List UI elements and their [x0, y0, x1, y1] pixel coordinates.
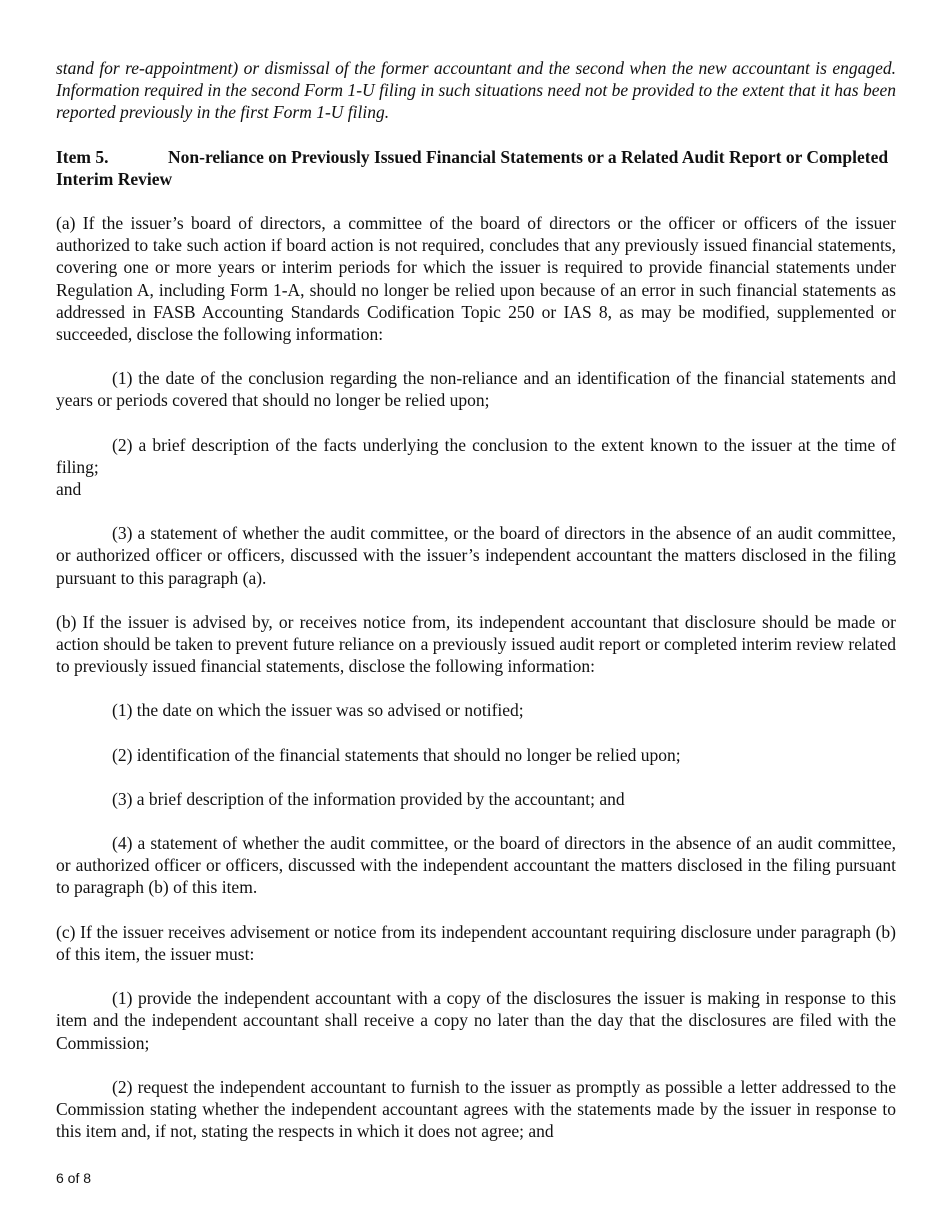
paragraph-b: (b) If the issuer is advised by, or receives notice from, its independent accountant that disclosure should be made or action should be taken to prevent future reliance on a previously issued audit report or completed interim review related to previously issued financial statements, disclose the following information: — [56, 611, 896, 677]
paragraph-b-4: (4) a statement of whether the audit committee, or the board of directors in the absence of an audit committee, or authorized officer or officers, discussed with the independent accountant the matters disclosed in the filing pursuant to paragraph (b) of this item. — [56, 833, 896, 898]
item-heading — [56, 146, 896, 190]
paragraph-b-1: (1) the date on which the issuer was so advised or notified; — [112, 700, 524, 721]
paragraph-b-3: (3) a brief description of the information provided by the accountant; and — [112, 788, 625, 809]
paragraph-a-3: (3) a statement of whether the audit committee, or the board of directors in the absence of an audit committee, or authorized officer or officers, discussed with the issuer’s independent accountant the matters disclosed in the filing pursuant to this paragraph (a). — [56, 523, 896, 588]
paragraph-a-1: (1) the date of the conclusion regarding the non-reliance and an identification of the financial statements and years or periods covered that should no longer be relied upon; — [56, 368, 896, 411]
paragraph-a-2: (2) a brief description of the facts underlying the conclusion to the extent known to the issuer at the time of filing; — [56, 434, 896, 477]
paragraph-c: (c) If the issuer receives advisement or notice from its independent accountant requiring disclosure under paragraph (b) of this item, the issuer must: — [56, 921, 896, 964]
paragraph-a: (a) If the issuer’s board of directors, a committee of the board of directors or the officer or officers of the issuer authorized to take such action if board action is not required, concludes that any previously issued financial statements, covering one or more years or interim periods for which the issuer is required to provide financial statements under Regulation A, including Form 1-A, should no longer be relied upon because of an error in such financial statements as addressed in FASB Accounting Standards Codification Topic 250 or IAS 8, as may be modified, supplemented or succeeded, disclose the following information: — [56, 213, 896, 345]
paragraph-a-and: and — [56, 479, 82, 500]
page-number: 6 of 8 — [56, 1170, 92, 1186]
item-title: Non-reliance on Previously Issued Financial Statements or a Related Audit Report or Completed Interim Review — [56, 146, 889, 189]
intro-paragraph: stand for re-appointment) or dismissal of the former accountant and the second when the new accountant is engaged. Information required in the second Form 1-U filing in such situations need not be provided to the extent that it has been reported previously in the first Form 1-U filing. — [56, 58, 896, 123]
paragraph-c-1: (1) provide the independent accountant with a copy of the disclosures the issuer is making in response to this item and the independent accountant shall receive a copy no later than the day that the disclosures are filed with the Commission; — [56, 988, 896, 1053]
paragraph-b-2: (2) identification of the financial statements that should no longer be relied upon; — [112, 744, 681, 765]
paragraph-c-2: (2) request the independent accountant to furnish to the issuer as promptly as possible a letter addressed to the Commission stating whether the independent accountant agrees with the statements made by the issuer in response to this item and, if not, stating the respects in which it does not agree; and — [56, 1076, 896, 1142]
document-page — [56, 57, 896, 1164]
item-number: Item 5. — [56, 146, 109, 167]
